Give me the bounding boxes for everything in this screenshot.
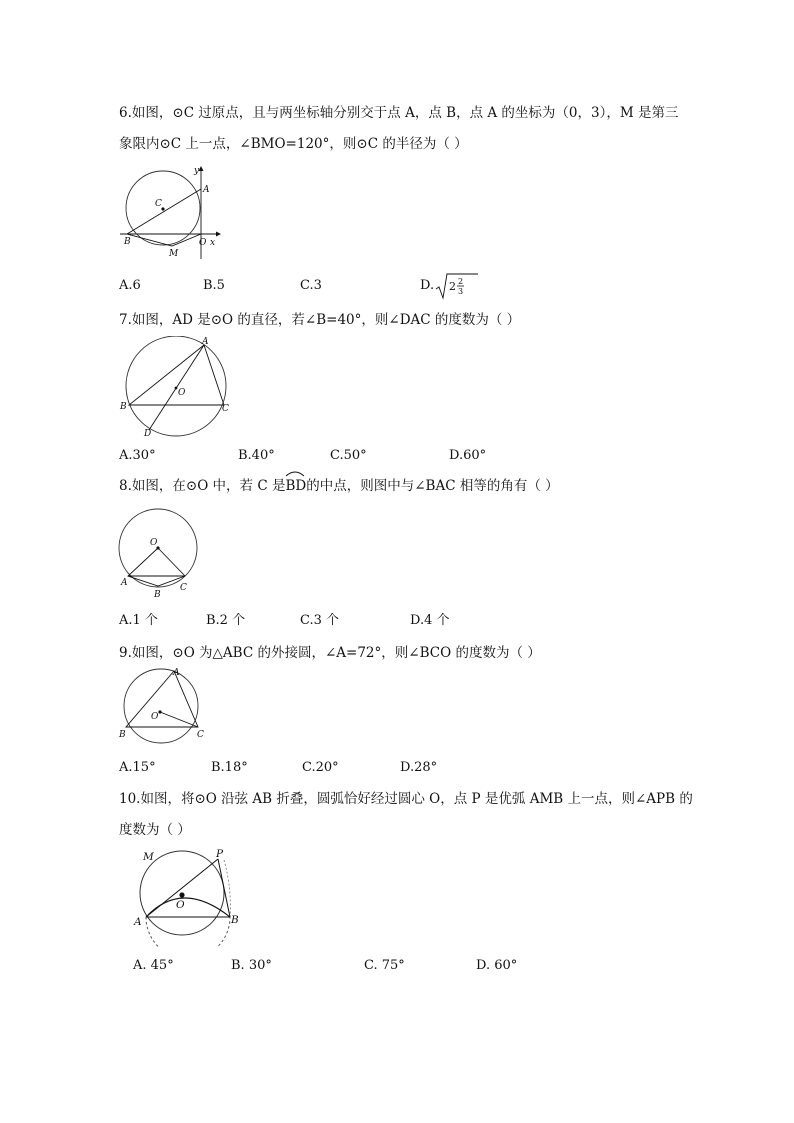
q6-option-d-letter: D. <box>420 278 435 293</box>
q8-stem-after: 的中点，则图中与∠BAC 相等的角有（ ） <box>306 478 559 494</box>
q8-label-o: O <box>150 538 158 548</box>
q10-label-a: A <box>134 916 142 928</box>
q10-option-d[interactable]: D. 60° <box>476 958 518 973</box>
q10-figure <box>132 849 246 947</box>
q9-label-o: O <box>151 712 159 722</box>
q7-option-a[interactable]: A.30° <box>119 448 156 463</box>
q6-option-c[interactable]: C.3 <box>300 278 322 293</box>
q6-option-d[interactable] <box>420 272 479 300</box>
q10-option-c[interactable]: C. 75° <box>364 958 405 973</box>
q8-option-d[interactable]: D.4 个 <box>410 613 450 628</box>
q6-option-d-denominator: 3 <box>458 287 464 296</box>
q9-option-d[interactable]: D.28° <box>400 760 438 775</box>
q8-stem-before: 8.如图，在⊙O 中，若 C 是 <box>119 478 286 494</box>
q6-option-d-numerator: 2 <box>458 277 464 286</box>
q8-stem-line1 <box>119 476 559 496</box>
q9-stem-line1: 9.如图，⊙O 为△ABC 的外接圆，∠A=72°，则∠BCO 的度数为（ ） <box>119 645 541 661</box>
q6-segment-ba <box>127 189 201 234</box>
q10-stem-line2: 度数为（ ） <box>119 822 191 838</box>
q6-figure <box>118 164 222 260</box>
q9-label-b: B <box>119 730 126 740</box>
q6-option-a[interactable]: A.6 <box>119 278 141 293</box>
q9-figure <box>118 666 210 744</box>
q10-segment-pb <box>218 859 230 917</box>
q9-center-dot <box>158 710 161 713</box>
q6-stem-line1: 6.如图，⊙C 过原点，且与两坐标轴分别交于点 A，点 B，点 A 的坐标为（0，3），M 是第三 <box>119 105 679 121</box>
q8-arc-label: BD <box>285 478 307 494</box>
q6-y-arrow <box>199 166 204 171</box>
q7-label-b: B <box>120 402 127 412</box>
q10-label-m: M <box>143 851 154 863</box>
q7-option-d[interactable]: D.60° <box>449 448 487 463</box>
q10-label-o: O <box>176 899 185 911</box>
q6-option-d-whole: 2 <box>449 280 457 293</box>
q10-folded-arc <box>146 898 230 917</box>
q7-option-b[interactable]: B.40° <box>238 448 275 463</box>
q8-segment-oc <box>158 548 185 576</box>
q6-option-d-radical-sign <box>435 272 479 300</box>
q6-label-m: M <box>169 249 179 259</box>
q10-stem-line1: 10.如图，将⊙O 沿弦 AB 折叠，圆弧恰好经过圆心 O，点 P 是优弧 AMB 上一点，则∠APB 的 <box>119 791 693 807</box>
q7-label-c: C <box>222 404 229 414</box>
q10-label-b: B <box>231 914 239 926</box>
q9-option-c[interactable]: C.20° <box>302 760 339 775</box>
q6-label-a: A <box>203 185 210 195</box>
q7-label-d: D <box>144 429 152 439</box>
q7-center-dot <box>175 387 178 390</box>
q8-label-c: C <box>180 583 187 593</box>
q8-arc-bd <box>285 476 306 496</box>
q6-stem-line2: 象限内⊙C 上一点，∠BMO=120°，则⊙C 的半径为（ ） <box>119 136 468 152</box>
q10-right-dashed-arc <box>224 860 230 917</box>
q7-figure <box>118 336 238 440</box>
q7-stem-line1: 7.如图，AD 是⊙O 的直径，若∠B=40°，则∠DAC 的度数为（ ） <box>119 312 521 328</box>
q6-label-x: x <box>210 238 216 248</box>
q10-option-b[interactable]: B. 30° <box>231 958 272 973</box>
q7-triangle-abc <box>129 345 224 405</box>
q10-option-a[interactable]: A. 45° <box>133 958 174 973</box>
q9-label-a: A <box>173 668 180 678</box>
q10-dashed-arc <box>146 917 230 947</box>
q7-option-c[interactable]: C.50° <box>330 448 367 463</box>
q9-option-b[interactable]: B.18° <box>211 760 248 775</box>
q7-circle <box>126 336 226 436</box>
q8-option-c[interactable]: C.3 个 <box>300 613 340 628</box>
q9-option-a[interactable]: A.15° <box>119 760 156 775</box>
q10-label-p: P <box>216 849 224 860</box>
q6-label-o: O <box>199 238 207 248</box>
q6-option-b[interactable]: B.5 <box>203 278 225 293</box>
q8-option-b[interactable]: B.2 个 <box>206 613 246 628</box>
q7-label-o: O <box>178 388 186 398</box>
q6-label-b: B <box>124 237 131 247</box>
q10-center-dot <box>179 892 184 897</box>
q6-label-c: C <box>155 199 162 209</box>
q8-figure <box>118 508 204 602</box>
q8-option-a[interactable]: A.1 个 <box>119 613 158 628</box>
q6-x-arrow <box>216 232 221 237</box>
q9-circle <box>124 669 198 743</box>
q8-label-a: A <box>121 578 128 588</box>
q7-label-a: A <box>202 337 209 347</box>
q9-label-c: C <box>197 730 204 740</box>
q6-label-y: y <box>194 166 200 176</box>
q8-arc-symbol <box>285 469 305 477</box>
q8-label-b: B <box>154 590 161 600</box>
